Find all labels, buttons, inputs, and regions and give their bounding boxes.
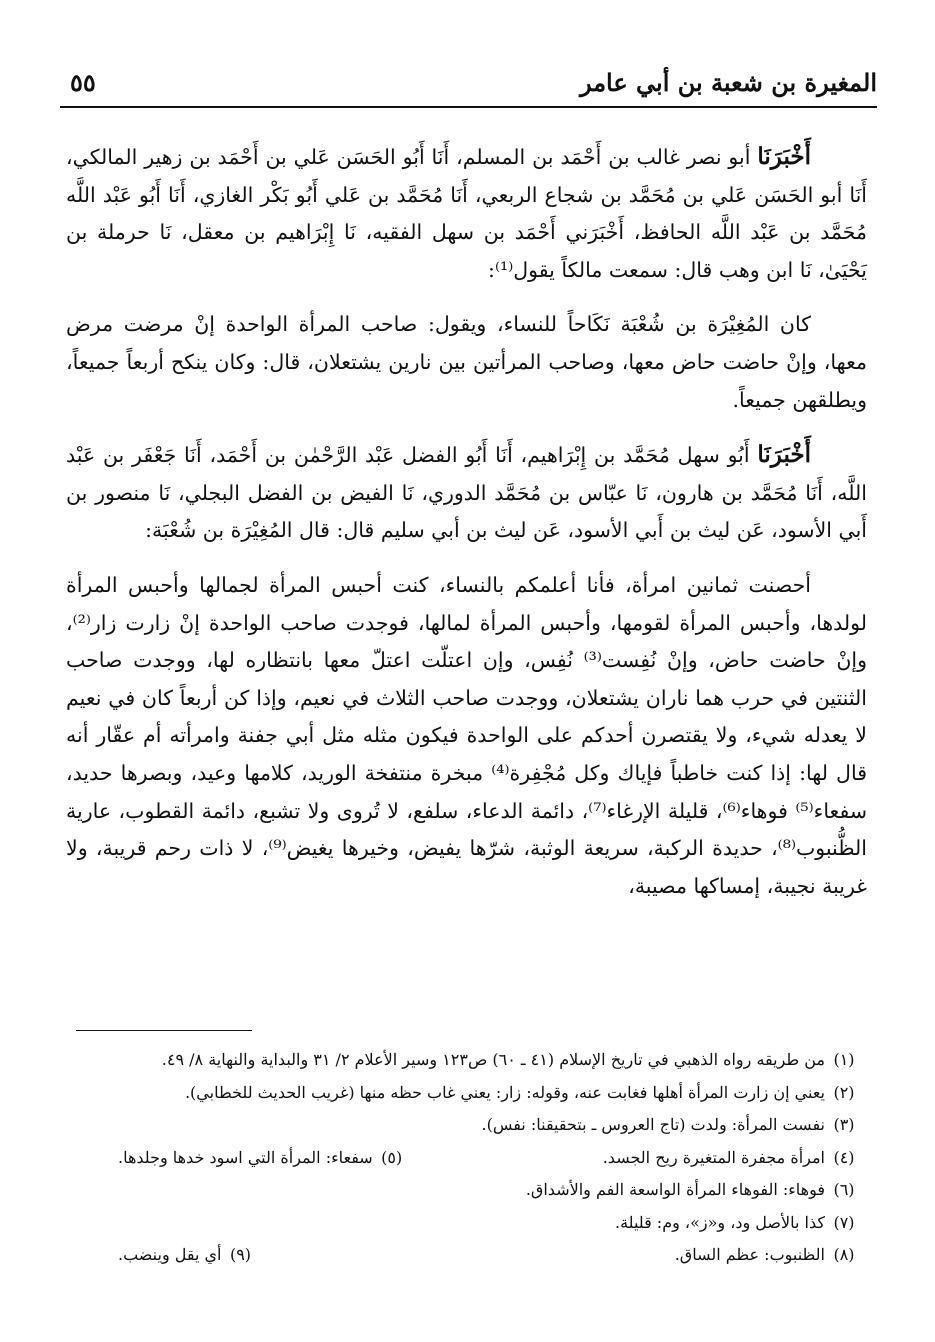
footnote-text: امرأة مجفرة المتغيرة ريح الجسد. <box>602 1147 825 1167</box>
page-number: ٥٥ <box>70 68 96 97</box>
footnote-number: (١) <box>833 1050 855 1069</box>
footnote-text: من طريقه رواه الذهبي في تاريخ الإسلام (٤١ ـ ٦٠) ص١٢٣ وسير الأعلام ٢/ ٣١ والبداية والنهاية ٨/ ٤٩. <box>161 1050 825 1069</box>
footnote <box>90 1174 863 1207</box>
footnote-number: (٥) <box>381 1147 403 1167</box>
header-rule <box>60 106 877 108</box>
paragraph-isnad-2 <box>66 436 867 550</box>
footnote-text: أي يقل وينضب. <box>118 1245 222 1264</box>
akhbarana-keyword: أَخْبَرَنَا <box>757 441 811 469</box>
footnote-text: كذا بالأصل ود، و«ز»، وم: قليلة. <box>614 1212 825 1232</box>
footnote-text: يعني إن زارت المرأة أهلها فغابت عنه، وقوله: زار: يعني غاب حظه منها (غريب الحديث للخطابي). <box>184 1082 825 1102</box>
paragraph-text: أبو نصر غالب بن أَحْمَد بن المسلم، أَنَا أَبُو الحَسَن عَلي بن أَحْمَد بن زهير المالكي، أَنَا أبو الحَسَن عَلي بن مُحَمَّد بن شجاع الربعي، أَنَا مُحَمَّد بن عَلي أَبُو بَكْر الغازي، أَنَا أَبُو عَبْد اللَّه مُحَمَّد بن عَبْد اللَّه الحافظ، أَخْبَرَني أَحْمَد بن سهل الفقيه، نَا إِبْرَاهيم بن معقل، نَا حرملة بن يَحْيَىٰ، نَا ابن وهب قال: سمعت مالكاً يقول⁽¹⁾: <box>66 145 867 282</box>
footnote-text: سفعاء: المرأة التي اسود خدها وجلدها. <box>118 1147 373 1167</box>
running-header <box>60 62 877 108</box>
footnote-number: (٣) <box>833 1115 855 1134</box>
paragraph-narration-1: كان المُغِيْرَة بن شُعْبَة نَكَاحاً للنساء، ويقول: صاحب المرأة الواحدة إنْ مرضت مرض معها، وإنْ حاضت حاض معها، وصاحب المرأتين بين نارين يشتعلان، قال: وكان ينكح أربعاً جميعاً، ويطلقهن جميعاً. <box>66 312 867 412</box>
paragraph-text: أَبُو سهل مُحَمَّد بن إِبْرَاهيم، أَنَا أَبُو الفضل عَبْد الرَّحْمٰن بن أَحْمَد، أَنَا جَعْفَر بن عَبْد اللَّه، أَنَا مُحَمَّد بن هارون، نَا عبّاس بن مُحَمَّد الدوري، نَا الفيض بن الفضل البجلي، نَا منصور بن أَبي الأسود، عَن ليث بن أَبي الأسود، عَن ليث بن أبي سليم قال: قال المُغِيْرَة بن شُعْبَة: <box>66 443 867 543</box>
footnote-text: فوهاء: الفوهاء المرأة الواسعة الفم والأشداق. <box>525 1180 825 1199</box>
footnote <box>90 1239 863 1272</box>
footnote-separator <box>76 1030 252 1031</box>
footnote-second <box>118 1142 411 1174</box>
footnote-number: (٢) <box>833 1082 855 1102</box>
main-text <box>66 138 867 922</box>
footnote-second <box>118 1239 259 1271</box>
footnote-number: (٧) <box>833 1212 855 1232</box>
footnotes <box>90 1044 863 1272</box>
footnote-text: الظنبوب: عظم الساق. <box>674 1245 825 1264</box>
footnote <box>90 1077 863 1110</box>
paragraph-isnad-1 <box>66 138 867 289</box>
footnote-number: (٩) <box>229 1245 252 1264</box>
footnote <box>90 1109 863 1142</box>
akhbarana-keyword: أَخْبَرَنَا <box>757 143 811 170</box>
footnote-text: نفست المرأة: ولدت (تاج العروس ـ بتحقيقنا: نفس). <box>481 1115 825 1134</box>
footnote-number: (٦) <box>833 1180 855 1199</box>
running-title: المغيرة بن شعبة بن أبي عامر <box>579 68 877 97</box>
paragraph-narration-2: أحصنت ثمانين امرأة، فأنا أعلمكم بالنساء، كنت أحبس المرأة لجمالها وأحبس المرأة لولدها، وأحبس المرأة لقومها، وأحبس المرأة لمالها، فوجدت صاحب الواحدة إنْ زارت زار⁽²⁾، وإنْ حاضت حاض، وإنْ نُفِست⁽³⁾ نُفِس، وإن اعتلّت اعتلّ معها بانتظاره لها، ووجدت صاحب الثنتين في حرب هما ناران يشتعلان، ووجدت صاحب الثلاث في نعيم، وإذا كن أربعاً كان في نعيم لا يعدله شيء، ولا يقتصرن أحدكم على الواحدة فيكون مثله مثل أبي جفنة وامرأته أم عقّار أنه قال لها: إذا كنت خاطباً فإياك وكل مُجْفِرة⁽⁴⁾ مبخرة منتفخة الوريد، كلامها وعيد، وبصرها حديد، سفعاء⁽⁵⁾ فوهاء⁽⁶⁾، قليلة الإرغاء⁽⁷⁾، دائمة الدعاء، سلفع، لا تُروى ولا تشبع، دائمة القطوب، عارية الظُّنبوب⁽⁸⁾، حديدة الركبة، سريعة الوثبة، شرّها يفيض، وخيرها يغيض⁽⁹⁾، لا ذات رحم قريبة، ولا غريبة نجيبة، إمساكها مصيبة، <box>66 572 867 898</box>
footnote-number: (٤) <box>833 1147 855 1167</box>
footnote <box>90 1207 863 1240</box>
footnote <box>90 1142 863 1175</box>
footnote <box>90 1044 863 1077</box>
footnote-number: (٨) <box>833 1245 855 1264</box>
